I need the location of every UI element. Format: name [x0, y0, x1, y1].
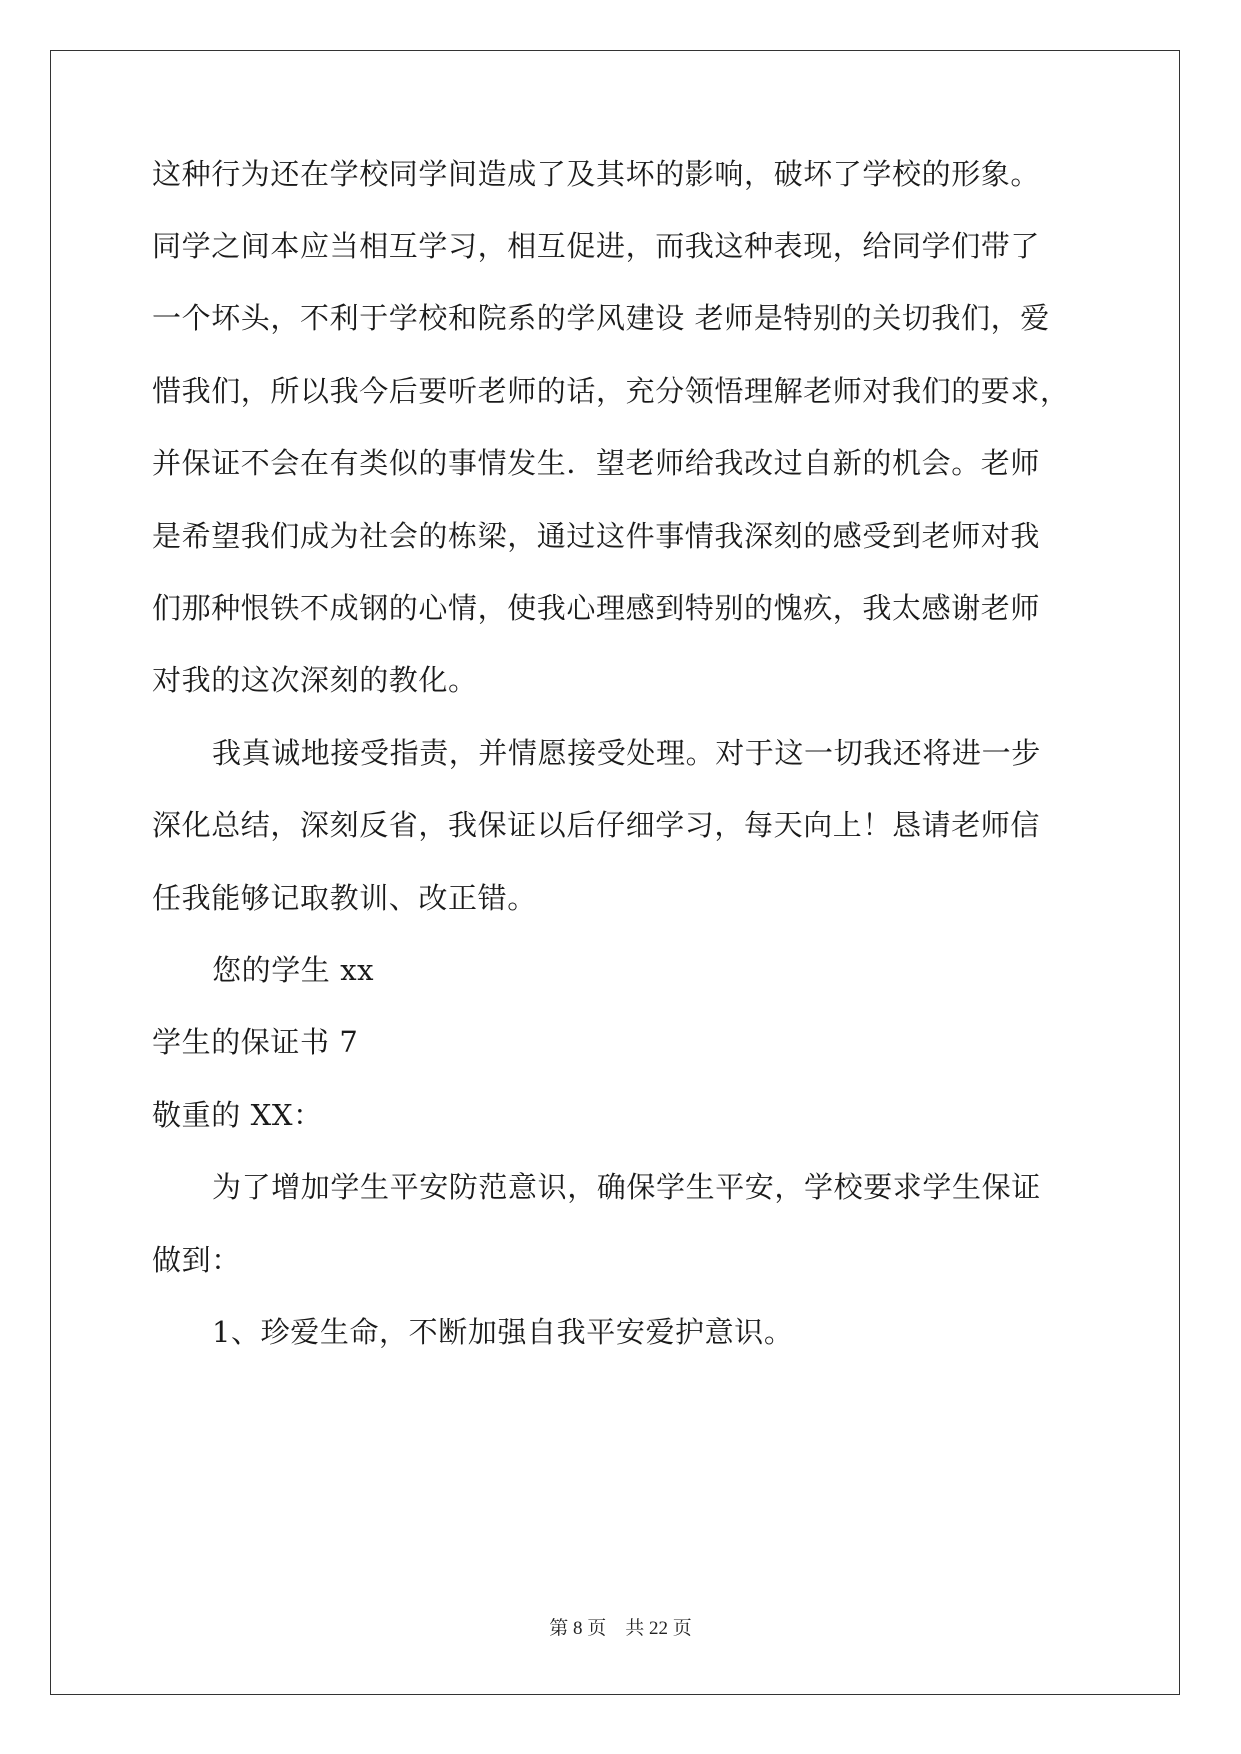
- page-border: [50, 50, 1180, 1695]
- body-text-line: 深化总结，深刻反省，我保证以后仔细学习，每天向上！恳请老师信: [152, 808, 1041, 842]
- body-text-line: 们那种恨铁不成钢的心情，使我心理感到特别的愧疚，我太感谢老师: [152, 591, 1041, 625]
- body-text-line: 一个坏头，不利于学校和院系的学风建设 老师是特别的关切我们，爱: [152, 301, 1050, 335]
- body-text-line: 同学之间本应当相互学习，相互促进，而我这种表现，给同学们带了: [152, 229, 1041, 263]
- list-item: 1、珍爱生命，不断加强自我平安爱护意识。: [212, 1315, 794, 1349]
- paragraph-start-line: 我真诚地接受指责，并情愿接受处理。对于这一切我还将进一步: [212, 736, 1041, 770]
- signature-line: 您的学生 xx: [212, 953, 375, 987]
- salutation: 敬重的 XX：: [152, 1098, 323, 1132]
- body-text-line: 是希望我们成为社会的栋梁，通过这件事情我深刻的感受到老师对我: [152, 519, 1041, 553]
- section-title: 学生的保证书 7: [152, 1025, 359, 1059]
- body-text-line: 这种行为还在学校同学间造成了及其坏的影响，破坏了学校的形象。: [152, 157, 1041, 191]
- body-text-line: 并保证不会在有类似的事情发生．望老师给我改过自新的机会。老师: [152, 446, 1041, 480]
- body-text-line: 对我的这次深刻的教化。: [152, 663, 478, 697]
- body-text-line: 惜我们，所以我今后要听老师的话，充分领悟理解老师对我们的要求，: [152, 374, 1070, 408]
- page-number: 第 8 页 共 22 页: [549, 1618, 692, 1639]
- paragraph-start-line: 为了增加学生平安防范意识，确保学生平安，学校要求学生保证: [212, 1170, 1041, 1204]
- body-text-line: 做到：: [152, 1243, 241, 1277]
- body-text-line: 任我能够记取教训、改正错。: [152, 881, 537, 915]
